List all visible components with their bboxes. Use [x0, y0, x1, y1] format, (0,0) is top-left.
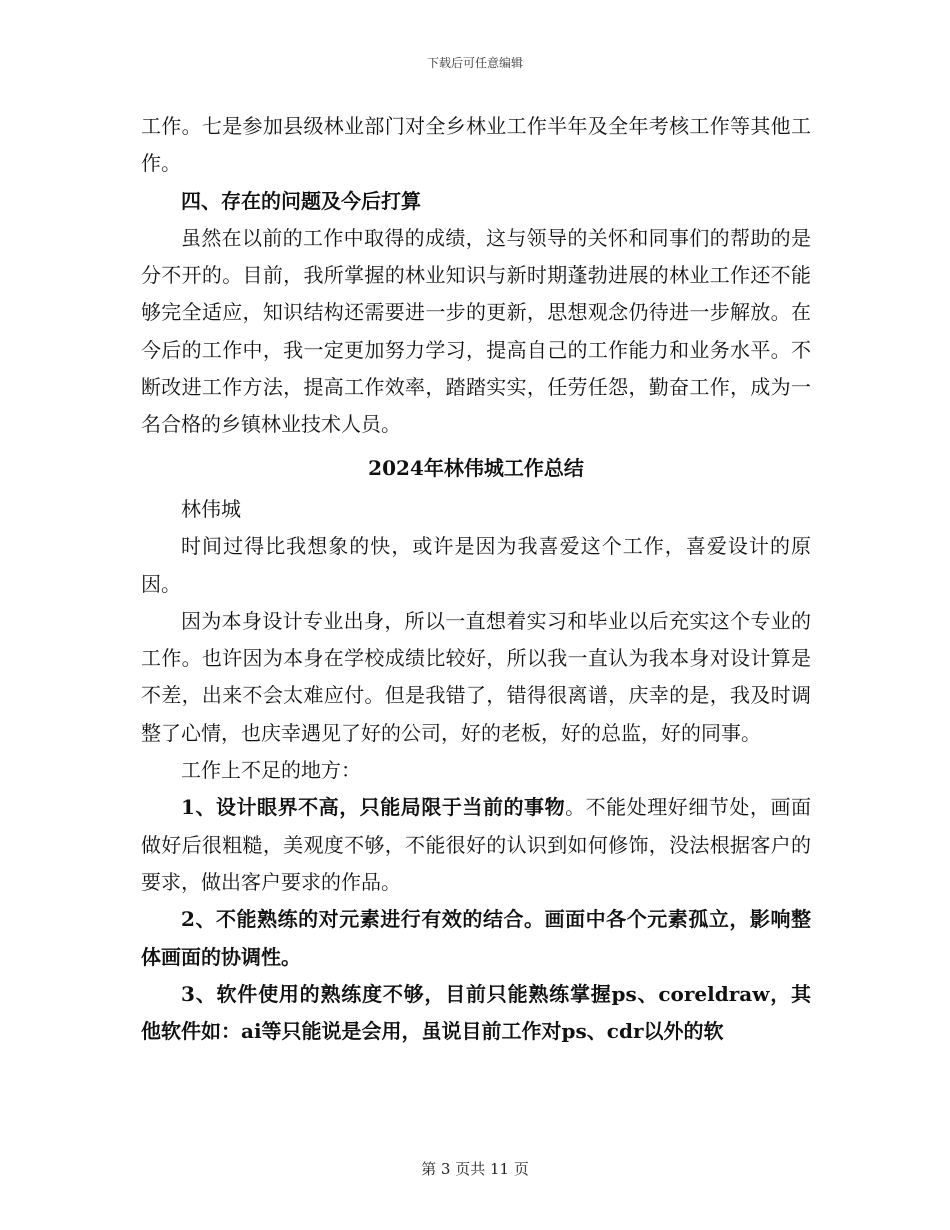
page-footer: 第 3 页共 11 页: [421, 1160, 529, 1178]
point-1-text: 。不能处理好细节处，画面做好后很粗糙，美观度不够，不能很好的认识到如何修饰，没法根据客户的要求，做出客户要求的作品。: [141, 795, 812, 894]
paragraph-point-2: 2、不能熟练的对元素进行有效的结合。画面中各个元素孤立，影响整体画面的协调性。: [141, 907, 811, 969]
document-title: 2024年林伟城工作总结: [368, 455, 584, 480]
paragraph-intro: 时间过得比我想象的快，或许是因为我喜爱这个工作，喜爱设计的原因。: [141, 534, 811, 596]
point-1-heading: 1、设计眼界不高，只能局限于当前的事物: [181, 795, 566, 820]
paragraph-continuation: 工作。七是参加县级林业部门对全乡林业工作半年及全年考核工作等其他工作。: [141, 114, 811, 176]
section-heading-problems: 四、存在的问题及今后打算: [181, 188, 421, 213]
author-name: 林伟城: [181, 496, 241, 521]
paragraph-background: 因为本身设计专业出身，所以一直想着实习和毕业以后充实这个专业的工作。也许因为本身在学校成绩比较好，所以我一直认为我本身对设计算是不差，出来不会太难应付。但是我错了，错得很离谱，庆幸的是，我及时调整了心情，也庆幸遇见了好的公司，好的老板，好的总监，好的同事。: [141, 608, 811, 745]
document-body: [141, 108, 811, 1050]
paragraph-point-3: 3、软件使用的熟练度不够，目前只能熟练掌握ps、coreldraw，其他软件如：ai等只能说是会用，虽说目前工作对ps、cdr以外的软: [141, 981, 811, 1044]
paragraph-shortcomings-label: 工作上不足的地方：: [181, 758, 361, 783]
paragraph-problems: 虽然在以前的工作中取得的成绩，这与领导的关怀和同事们的帮助的是分不开的。目前，我所掌握的林业知识与新时期蓬勃进展的林业工作还不能够完全适应，知识结构还需要进一步的更新，思想观念仍待进一步解放。在今后的工作中，我一定更加努力学习，提高自己的工作能力和业务水平。不断改进工作方法，提高工作效率，踏踏实实，任劳任怨，勤奋工作，成为一名合格的乡镇林业技术人员。: [141, 225, 811, 437]
page-header: 下载后可任意编辑: [426, 56, 523, 70]
paragraph-point-1: [141, 789, 811, 901]
